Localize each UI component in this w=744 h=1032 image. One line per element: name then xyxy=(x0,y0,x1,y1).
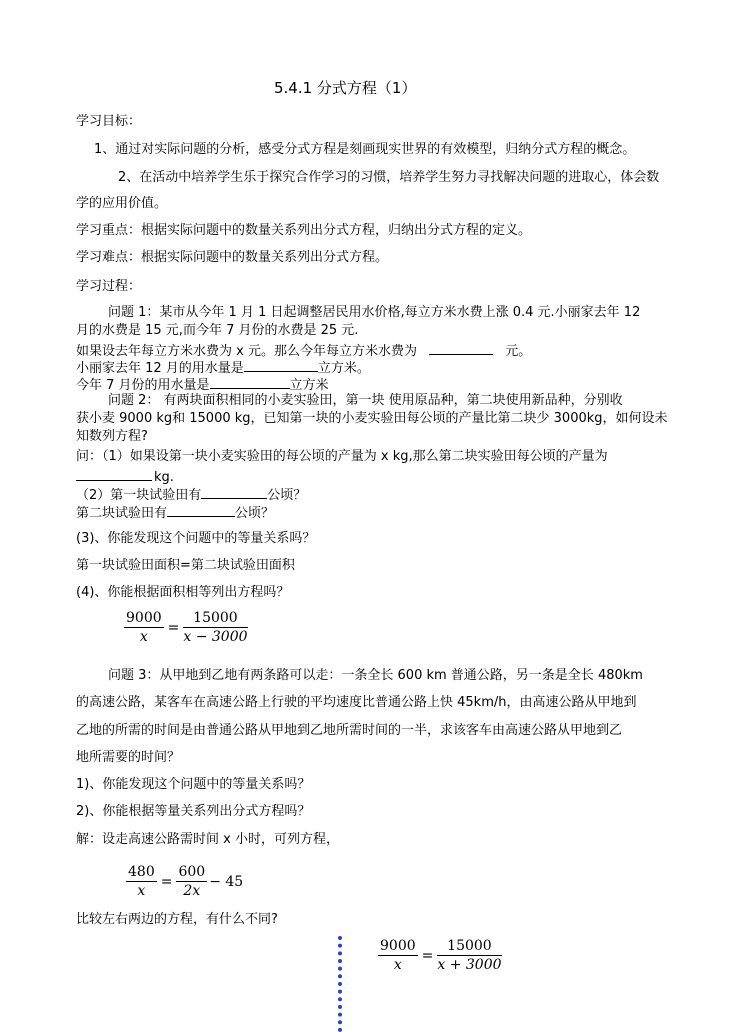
equal-relation: 第一块试验田面积=第二块试验田面积 xyxy=(76,558,295,573)
process-label: 学习过程： xyxy=(76,279,142,294)
goal-1: 1、通过对实际问题的分析，感受分式方程是刻画现实世界的有效模型，归纳分式方程的概念。 xyxy=(94,142,636,157)
fraction-left xyxy=(124,610,164,645)
fraction-right xyxy=(183,610,247,645)
fraction-right xyxy=(176,864,207,899)
numerator: 15000 xyxy=(437,938,501,956)
unit-text: kg. xyxy=(154,470,174,485)
equation-2 xyxy=(126,864,247,899)
sub-question-2: 2)、你能根据等量关系列出分式方程吗？ xyxy=(76,804,311,819)
goal-label: 学习目标： xyxy=(76,114,142,129)
problem-3-line-1: 问题 3：从甲地到乙地有两条路可以走：一条全长 600 km 普通公路，另一条是全长 480km xyxy=(108,668,643,683)
question-text: 今年 7 月份的用水量是 xyxy=(76,378,210,393)
problem-3-line-2: 的高速公路，某客车在高速公路上行驶的平均速度比普通公路上快 45km/h，由高速公路从甲地到 xyxy=(76,695,637,710)
key-point: 学习重点：根据实际问题中的数量关系列出分式方程，归纳出分式方程的定义。 xyxy=(76,223,532,238)
problem-1-line-1: 问题 1：某市从今年 1 月 1 日起调整居民用水价格,每立方米水费上涨 0.4 元.小丽家去年 12 xyxy=(108,305,641,320)
difficulty: 学习难点：根据实际问题中的数量关系列出分式方程。 xyxy=(76,250,389,265)
unit-text: 立方米 xyxy=(289,378,329,393)
denominator: x + 3000 xyxy=(437,957,502,973)
minus-term: − 45 xyxy=(209,873,244,890)
answer-blank xyxy=(201,485,267,499)
question-3: (3)、你能发现这个问题中的等量关系吗？ xyxy=(76,531,316,546)
question-text: 第二块试验田有 xyxy=(76,506,168,521)
sub-question-1: 1)、你能发现这个问题中的等量关系吗？ xyxy=(76,777,311,792)
page-title: 5.4.1 分式方程（1） xyxy=(274,79,417,97)
equals-sign: = xyxy=(160,873,173,890)
answer-blank xyxy=(76,467,152,481)
numerator: 600 xyxy=(178,864,206,880)
answer-blank xyxy=(429,341,493,355)
denominator: 2x xyxy=(183,883,201,899)
equals-sign: = xyxy=(167,619,180,636)
unit-text: 元。 xyxy=(505,344,532,359)
compare-question: 比较左右两边的方程，有什么不同? xyxy=(76,912,278,927)
question-4: (4)、你能根据面积相等列出方程吗？ xyxy=(76,585,290,600)
question-text: 如果设去年每立方米水费为 x 元。那么今年每立方米水费为 xyxy=(76,344,417,359)
question-text: （2）第一块试验田有 xyxy=(76,488,202,503)
denominator: x xyxy=(393,957,402,973)
denominator: x xyxy=(139,629,148,645)
denominator: x xyxy=(137,883,146,899)
answer-blank xyxy=(244,358,318,372)
question-2-line-2 xyxy=(76,503,274,522)
equation-1 xyxy=(124,610,248,645)
fraction-right xyxy=(437,938,501,973)
numerator: 9000 xyxy=(380,938,416,954)
answer-blank xyxy=(167,503,235,517)
question-1-line-2 xyxy=(76,467,174,486)
denominator: x − 3000 xyxy=(183,629,248,645)
fraction-left xyxy=(378,938,418,973)
question-text: 小丽家去年 12 月的用水量是 xyxy=(76,361,244,376)
answer-blank xyxy=(210,375,290,389)
goal-2-line-2: 学的应用价值。 xyxy=(76,196,168,211)
problem-2-line-1: 问题 2： 有两块面积相同的小麦实验田，第一块 使用原品种，第二块使用新品种，分别收 xyxy=(108,393,623,408)
problem-3-line-4: 地所需要的时间？ xyxy=(76,750,181,765)
numerator: 9000 xyxy=(126,610,162,626)
unit-text: 公顷？ xyxy=(235,506,275,521)
question-2-line-1 xyxy=(76,485,306,504)
problem-1-line-5 xyxy=(76,375,329,394)
numerator: 15000 xyxy=(183,610,247,628)
fraction-left xyxy=(126,864,157,899)
problem-1-line-2: 月的水费是 15 元,而今年 7 月份的水费是 25 元. xyxy=(76,323,359,338)
problem-2-line-3: 知数列方程? xyxy=(76,429,148,444)
equation-3 xyxy=(378,938,502,973)
numerator: 480 xyxy=(128,864,155,880)
unit-text: 立方米。 xyxy=(317,361,370,376)
problem-3-line-3: 乙地的所需的时间是由普通公路从甲地到乙地所需时间的一半，求该客车由高速公路从甲地到乙 xyxy=(76,723,623,738)
equals-sign: = xyxy=(421,947,434,964)
question-1-line-1: 问：（1）如果设第一块小麦实验田的每公顷的产量为 x kg,那么第二块实验田每公顷的产量为 xyxy=(76,449,608,464)
problem-2-line-2: 获小麦 9000 kg和 15000 kg，已知第一块的小麦实验田每公顷的产量比第二块少 3000kg，如何设未 xyxy=(76,411,668,426)
dotted-separator xyxy=(338,936,342,1032)
unit-text: 公顷？ xyxy=(267,488,307,503)
solution-intro: 解：设走高速公路需时间 x 小时，可列方程， xyxy=(76,832,339,847)
goal-2-line-1: 2、在活动中培养学生乐于探究合作学习的习惯，培养学生努力寻找解决问题的进取心，体会数 xyxy=(118,170,660,185)
